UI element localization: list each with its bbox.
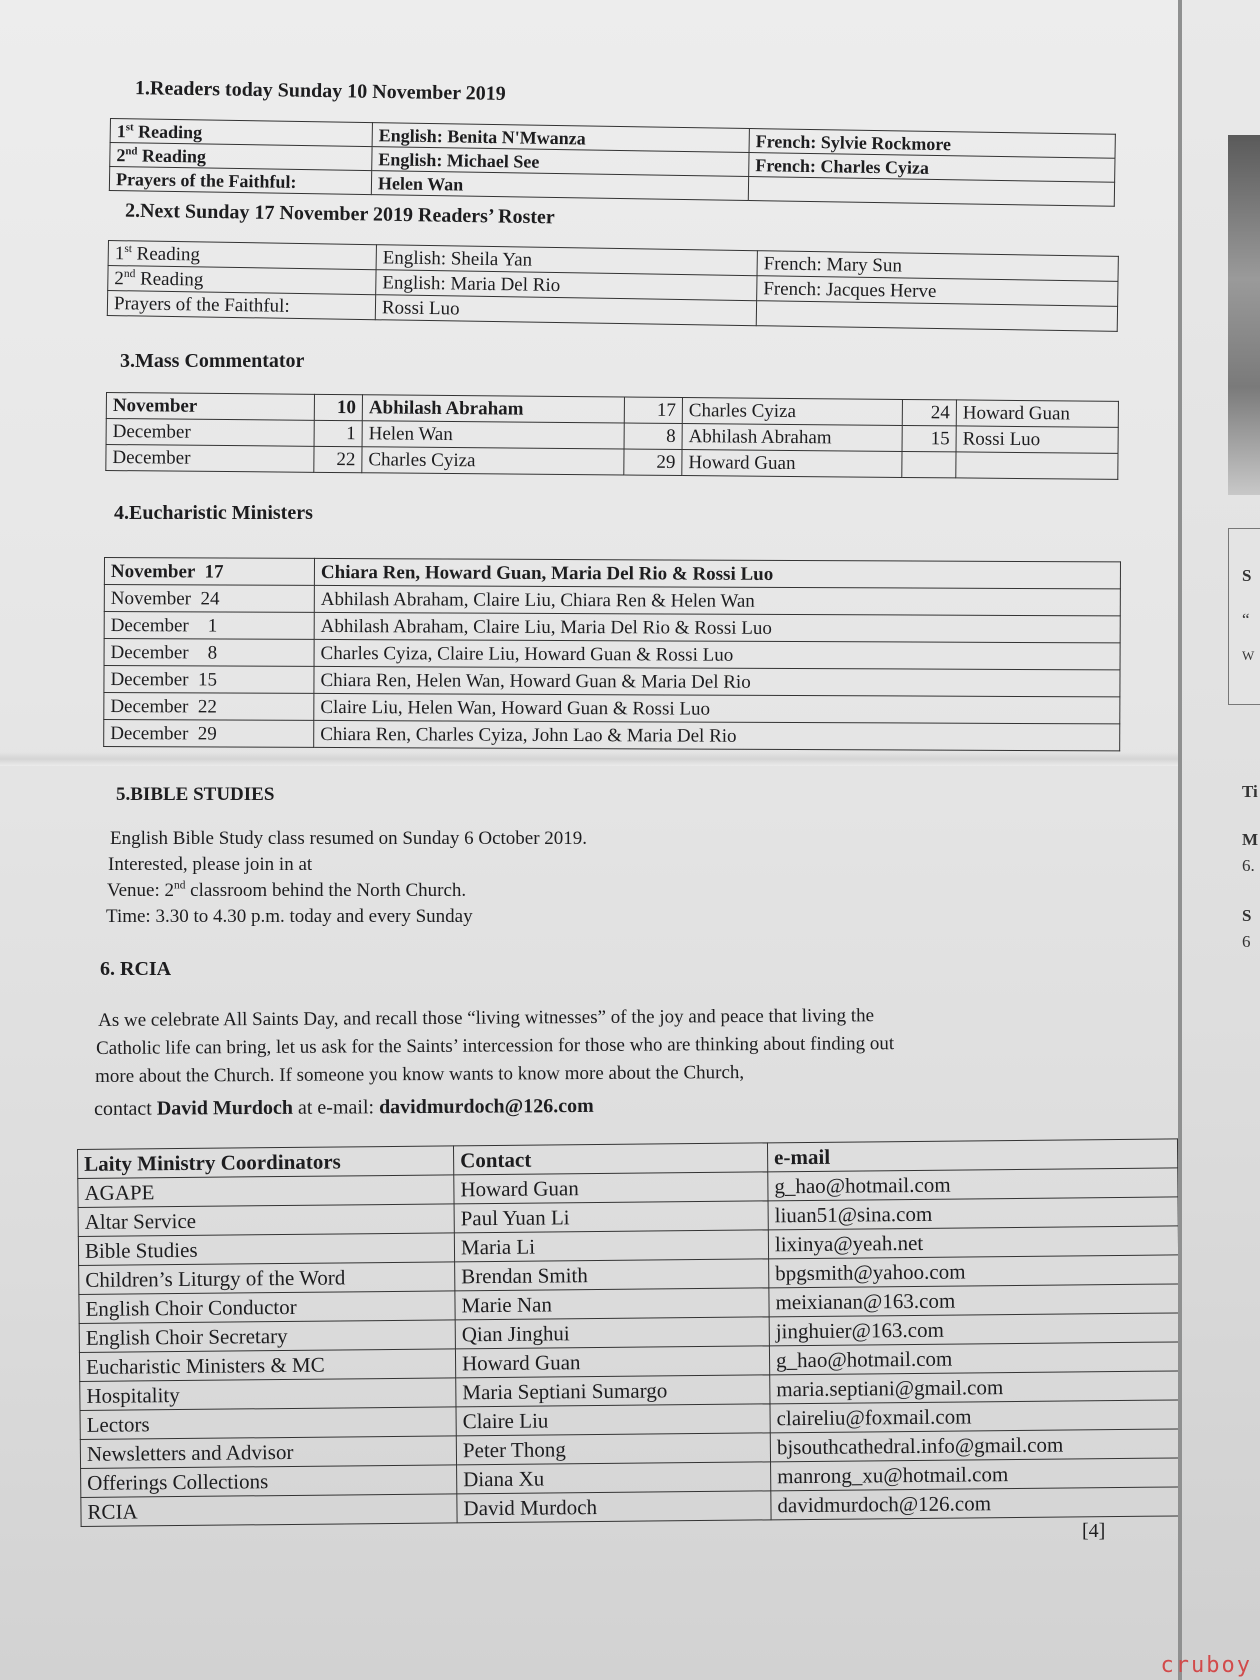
- adjacent-text: S: [1242, 566, 1252, 585]
- english-reader: English: Benita N'Mwanza: [372, 123, 749, 153]
- ministry-cell: Hospitality: [80, 1378, 456, 1411]
- email-cell: claireliu@foxmail.com: [770, 1400, 1178, 1433]
- day-cell: [902, 451, 956, 477]
- contact-cell: Peter Thong: [456, 1433, 770, 1465]
- date-cell: December 8: [104, 639, 314, 667]
- reading-label: 1st Reading: [110, 119, 372, 147]
- contact-cell: David Murdoch: [457, 1491, 771, 1523]
- french-reader: [748, 177, 1114, 207]
- email-cell: g_hao@hotmail.com: [769, 1342, 1178, 1375]
- date-cell: December 29: [104, 720, 314, 748]
- email-cell: manrong_xu@hotmail.com: [771, 1458, 1178, 1491]
- contact-email: davidmurdoch@126.com: [378, 1094, 594, 1119]
- names-cell: Claire Liu, Helen Wan, Howard Guan & Rossi Luo: [314, 693, 1120, 724]
- names-cell: Chiara Ren, Charles Cyiza, John Lao & Maria Del Rio: [314, 720, 1120, 751]
- section-bible-studies-title: 5.BIBLE STUDIES: [116, 784, 275, 805]
- table-row: [104, 720, 1120, 751]
- english-reader: Rossi Luo: [375, 295, 756, 326]
- names-cell: Chiara Ren, Howard Guan, Maria Del Rio & Rossi Luo: [314, 558, 1120, 589]
- header-ministry: Laity Ministry Coordinators: [78, 1146, 454, 1179]
- paper-fold: [0, 752, 1178, 766]
- adjacent-text: S: [1242, 906, 1252, 925]
- date-cell: December 22: [104, 693, 314, 721]
- french-reader: French: Jacques Herve: [757, 276, 1118, 307]
- english-reader: English: Sheila Yan: [376, 245, 757, 276]
- name-cell: [956, 452, 1118, 479]
- month-cell: November: [106, 393, 314, 421]
- ministry-cell: Altar Service: [78, 1204, 454, 1237]
- reading-label: 2nd Reading: [110, 143, 372, 171]
- contact-cell: Howard Guan: [454, 1172, 768, 1204]
- name-cell: Rossi Luo: [956, 426, 1118, 453]
- day-cell: 1: [314, 420, 362, 446]
- section-rcia-title: 6. RCIA: [100, 958, 172, 980]
- readers-today-table: [109, 118, 1116, 207]
- french-reader: [756, 301, 1117, 332]
- rcia-line-2: Catholic life can bring, let us ask for the Saints’ intercession for those who are thinking about finding out: [96, 1033, 895, 1059]
- email-cell: davidmurdoch@126.com: [771, 1487, 1178, 1520]
- names-cell: Charles Cyiza, Claire Liu, Howard Guan & Rossi Luo: [314, 639, 1120, 670]
- email-cell: bpgsmith@yahoo.com: [769, 1255, 1178, 1288]
- english-reader: English: Maria Del Rio: [376, 270, 757, 301]
- section-next-sunday-title: 2.Next Sunday 17 November 2019 Readers’ Roster: [124, 199, 555, 229]
- adjacent-photo: [1228, 135, 1260, 495]
- name-cell: Abhilash Abraham: [362, 395, 624, 423]
- name-cell: Charles Cyiza: [682, 398, 902, 426]
- reading-label: Prayers of the Faithful:: [107, 291, 375, 320]
- french-reader: French: Charles Cyiza: [749, 153, 1115, 183]
- ministry-cell: Lectors: [80, 1407, 456, 1440]
- contact-cell: Maria Septiani Sumargo: [456, 1375, 770, 1407]
- adjacent-page: [1182, 0, 1260, 1680]
- name-cell: Howard Guan: [682, 450, 902, 478]
- day-cell: 10: [314, 394, 362, 420]
- ministry-cell: RCIA: [81, 1494, 457, 1527]
- header-contact: Contact: [453, 1143, 767, 1175]
- date-cell: December 1: [104, 612, 314, 640]
- french-reader: French: Sylvie Rockmore: [749, 129, 1115, 159]
- contact-cell: Brendan Smith: [455, 1259, 769, 1291]
- contact-name: David Murdoch: [156, 1096, 294, 1120]
- email-cell: g_hao@hotmail.com: [768, 1168, 1178, 1201]
- day-cell: 22: [314, 446, 362, 472]
- ministry-cell: AGAPE: [78, 1175, 454, 1208]
- contact-cell: Qian Jinghui: [455, 1317, 769, 1349]
- month-cell: December: [106, 445, 314, 473]
- date-cell: November 17: [104, 558, 314, 586]
- section-eucharistic-ministers-title: 4.Eucharistic Ministers: [114, 502, 313, 524]
- day-cell: 8: [624, 423, 682, 450]
- ministry-cell: Bible Studies: [78, 1233, 454, 1266]
- page-number: [4]: [1082, 1520, 1106, 1542]
- ministry-cell: Offerings Collections: [81, 1465, 457, 1498]
- name-cell: Charles Cyiza: [362, 447, 624, 475]
- names-cell: Chiara Ren, Helen Wan, Howard Guan & Maria Del Rio: [314, 666, 1120, 697]
- rcia-line-1: As we celebrate All Saints Day, and recall those “living witnesses” of the joy and peace that living the: [98, 1005, 875, 1031]
- contact-cell: Claire Liu: [456, 1404, 770, 1436]
- reading-label: 1st Reading: [108, 241, 376, 270]
- rcia-line-3: more about the Church. If someone you know wants to know more about the Church,: [95, 1062, 745, 1087]
- ministry-cell: Eucharistic Ministers & MC: [79, 1349, 455, 1382]
- adjacent-text: M: [1242, 830, 1259, 849]
- email-cell: maria.septiani@gmail.com: [770, 1371, 1178, 1404]
- watermark: cruboy: [1160, 1653, 1252, 1678]
- rcia-line-4: contact David Murdoch at e-mail: davidmurdoch@126.com: [94, 1094, 594, 1120]
- adjacent-text: Ti: [1242, 782, 1258, 801]
- name-cell: Howard Guan: [956, 400, 1118, 427]
- adjacent-text: 6: [1242, 932, 1251, 951]
- day-cell: 17: [624, 397, 682, 424]
- date-cell: December 15: [104, 666, 314, 694]
- bible-line-4: Time: 3.30 to 4.30 p.m. today and every Sunday: [106, 906, 473, 927]
- bible-line-3: Venue: 2nd classroom behind the North Church.: [107, 879, 467, 901]
- reading-label: 2nd Reading: [108, 266, 376, 295]
- email-cell: liuan51@sina.com: [768, 1197, 1178, 1230]
- names-cell: Abhilash Abraham, Claire Liu, Chiara Ren & Helen Wan: [314, 585, 1120, 616]
- adjacent-text: “: [1242, 610, 1250, 629]
- ministry-cell: Newsletters and Advisor: [80, 1436, 456, 1469]
- name-cell: Helen Wan: [362, 421, 624, 449]
- day-cell: 15: [902, 425, 956, 451]
- email-cell: jinghuier@163.com: [769, 1313, 1178, 1346]
- contact-cell: Paul Yuan Li: [454, 1201, 768, 1233]
- ministry-cell: Children’s Liturgy of the Word: [79, 1262, 455, 1295]
- names-cell: Abhilash Abraham, Claire Liu, Maria Del Rio & Rossi Luo: [314, 612, 1120, 643]
- day-cell: 24: [902, 399, 956, 425]
- day-cell: 29: [624, 449, 682, 476]
- email-cell: meixianan@163.com: [769, 1284, 1178, 1317]
- email-cell: bjsouthcathedral.info@gmail.com: [770, 1429, 1178, 1462]
- contact-cell: Marie Nan: [455, 1288, 769, 1320]
- bible-line-2: Interested, please join in at: [108, 854, 313, 875]
- contact-cell: Howard Guan: [455, 1346, 769, 1378]
- bible-line-1: English Bible Study class resumed on Sunday 6 October 2019.: [110, 828, 588, 849]
- section-mass-commentator-title: 3.Mass Commentator: [120, 350, 305, 372]
- adjacent-text: W: [1242, 648, 1255, 663]
- english-reader: Helen Wan: [371, 171, 748, 201]
- french-reader: French: Mary Sun: [757, 251, 1118, 282]
- ministry-cell: English Choir Conductor: [79, 1291, 455, 1324]
- english-reader: English: Michael See: [372, 147, 749, 177]
- eucharistic-ministers-table: [103, 557, 1121, 751]
- mass-commentator-table: [105, 392, 1119, 480]
- name-cell: Abhilash Abraham: [682, 424, 902, 452]
- month-cell: December: [106, 419, 314, 447]
- readers-next-table: [107, 240, 1119, 332]
- reading-label: Prayers of the Faithful:: [109, 167, 371, 195]
- header-email: e-mail: [767, 1139, 1177, 1172]
- contact-cell: Diana Xu: [457, 1462, 771, 1494]
- contact-cell: Maria Li: [454, 1230, 768, 1262]
- laity-coordinators-table: [77, 1138, 1178, 1527]
- ministry-cell: English Choir Secretary: [79, 1320, 455, 1353]
- section-readers-today-title: 1.Readers today Sunday 10 November 2019: [134, 77, 506, 105]
- adjacent-text: 6.: [1242, 856, 1255, 875]
- date-cell: November 24: [104, 585, 314, 613]
- email-cell: lixinya@yeah.net: [768, 1226, 1178, 1259]
